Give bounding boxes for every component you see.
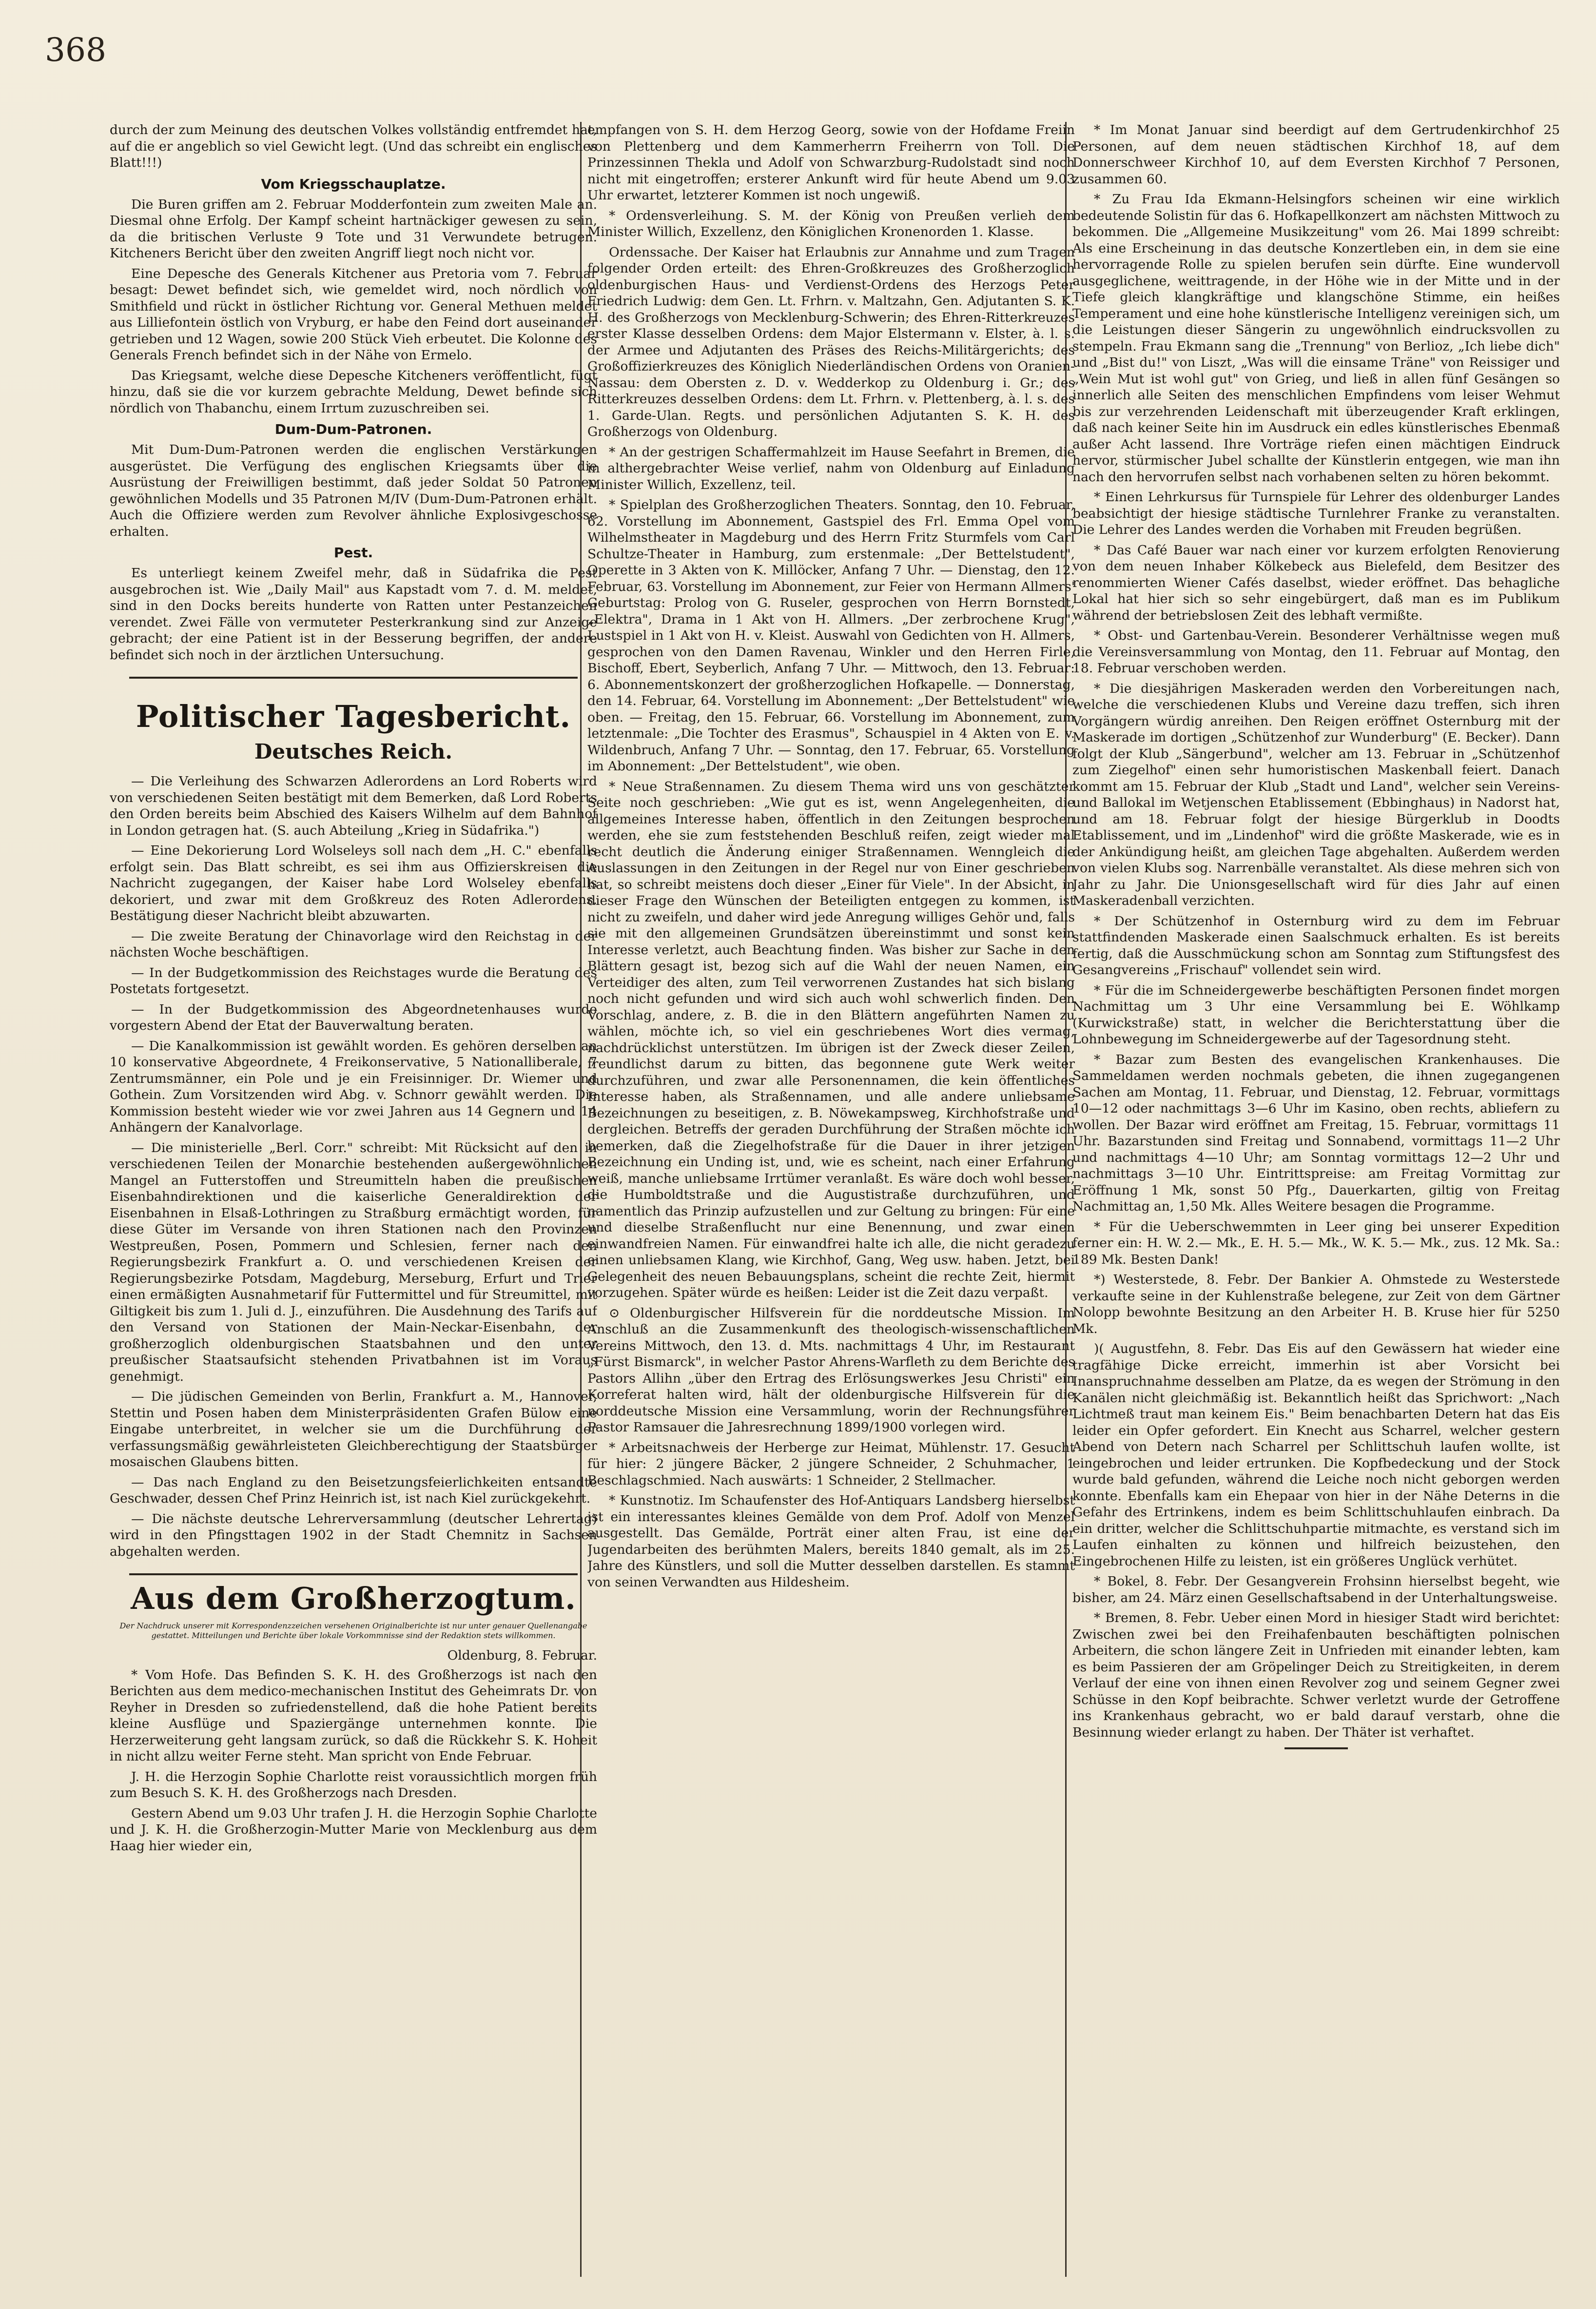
article-paragraph: * Arbeitsnachweis der Herberge zur Heimat, Mühlenstr. 17. Gesucht für hier: 2 jüngere Bäcker, 2 jüngere Schneider, 2 Schuhmacher, 1 Beschlagschmied. Nach auswärts: 1 Schneider, 2 Stellmacher. — [587, 1440, 1075, 1488]
column-left — [110, 122, 597, 2277]
article-paragraph: * Neue Straßennamen. Zu diesem Thema wird uns von geschätzter Seite noch geschrieben: „Wie gut es ist, wenn Angelegenheiten, die allgemeines Interesse haben, öffentlich in den Zeitungen besprochen werden, ehe sie zum feststehenden Beschluß reifen, zeigt wieder mal recht deutlich die Änderung einiger Straßennamen. Wenngleich die Auslassungen in den Zeitungen in der Regel nur von Einer geschrieben hat, so schreibt meistens doch dieser „Einer für Viele". In der Absicht, in dieser Frage den Wünschen der Beteiligten entgegen zu kommen, ist nicht zu zweifeln, und daher wird jede Anregung williges Gehör und, falls sie mit den allgemeinen Grundsätzen übereinstimmt und sonst kein Interesse verletzt, auch Beachtung finden. Was bisher zur Sache in den Blättern gesagt ist, bezog sich auf die Wahl der neuen Namen, ein Verteidiger des alten, zum Teil verworrenen Zustandes hat sich bislang noch nicht gefunden und wird sich auch wohl schwerlich finden. Den Vorschlag, andere, z. B. die in den Blättern angeführten Namen zu wählen, möchte ich, so viel ein geschriebenes Wort dies vermag, nachdrücklichst unterstützen. Im übrigen ist der Zweck dieser Zeilen, freundlichst darum zu bitten, das begonnene gute Werk weiter durchzuführen, und zwar alle Personennamen, die kein öffentliches Interesse haben, als Straßennamen, und alle andere unliebsame Bezeichnungen zu beseitigen, z. B. Nöwekampsweg, Kirchhofstraße und dergleichen. Betreffs der geraden Durchführung der Straßen möchte ich bemerken, daß die Ziegelhofstraße für die Dauer in ihrer jetzigen Bezeichnung ein Unding ist, und, wie es scheint, nach einer Erfahrung weiß, manche unliebsame Irrtümer veranlaßt. Es wäre doch wohl besser, die Humboldtstraße und die Augustistraße durchzuführen, und namentlich das Prinzip aufzustellen und zur Geltung zu bringen: Für eine und dieselbe Straßenflucht nur eine Benennung, und zwar einen einwandfreien Namen. Für einwandfrei halte ich alle, die nicht geradezu einen unliebsamen Klang, wie Kirchhof, Gang, Weg usw. haben. Jetzt, bei Gelegenheit des neuen Bebauungsplans, scheint die rechte Zeit, hiermit vorzugehen. Später würde es heißen: Leider ist die Zeit dazu verpaßt. — [587, 779, 1075, 1300]
column-middle — [587, 122, 1075, 2277]
section-title: Politischer Tagesbericht. — [136, 699, 571, 734]
section-heading: Vom Kriegsschauplatze. — [261, 176, 446, 192]
page-number: 368 — [45, 31, 106, 69]
column-right — [1072, 122, 1560, 2277]
article-paragraph: * Der Schützenhof in Osternburg wird zu dem im Februar stattfindenden Maskerade einen Saalschmuck erhalten. Es ist bereits fertig, daß die Ausschmückung schon am Sonntag zum Stiftungsfest des Gesangvereins „Frischauf" vollendet sein wird. — [1072, 913, 1560, 978]
article-paragraph: — Die nächste deutsche Lehrerversammlung (deutscher Lehrertag) wird in den Pfingsttagen 1902 in der Stadt Chemnitz in Sachsen abgehalten werden. — [110, 1511, 597, 1559]
article-paragraph: * Bokel, 8. Febr. Der Gesangverein Frohsinn hierselbst begeht, wie bisher, am 24. März einen Gesellschaftsabend in der Unterhaltungsweise. — [1072, 1574, 1560, 1605]
article-paragraph: * Ordensverleihung. S. M. der König von Preußen verlieh dem Minister Willich, Exzellenz, den Königlichen Kronenorden 1. Klasse. — [587, 208, 1075, 239]
article-paragraph: — Die Kanalkommission ist gewählt worden. Es gehören derselben an 10 konservative Abgeordnete, 4 Freikonservative, 5 Nationalliberale, 7 Zentrumsmänner, ein Pole und je ein Freisinniger. Dr. Wiemer und Gothein. Zum Vorsitzenden wird Abg. v. Schnorr gewählt werden. Die Kommission besteht wieder wie vor zwei Jahren aus 14 Gegnern und 14 Anhängern der Kanalvorlage. — [110, 1038, 597, 1135]
article-paragraph: — In der Budgetkommission des Reichstages wurde die Beratung des Postetats fortgesetzt. — [110, 965, 597, 997]
article-paragraph: — Die zweite Beratung der Chinavorlage wird den Reichstag in der nächsten Woche beschäftigen. — [110, 928, 597, 960]
reprint-note: Der Nachdruck unserer mit Korrespondenzzeichen versehenen Originalberichte ist nur unter genauer Quellenangabe gestattet. Mitteilungen und Berichte über lokale Vorkommnisse sind der Redaktion stets willkommen. — [119, 1621, 587, 1640]
article-paragraph: Es unterliegt keinem Zweifel mehr, daß in Südafrika die Pest ausgebrochen ist. Wie „Daily Mail" aus Kapstadt vom 7. d. M. meldet, sind in den Docks bereits hunderte von Ratten unter Pestanzeichen verendet. Zwei Fälle von vermuteter Pesterkrankung sind zur Anzeige gebracht; der eine Patient ist in der Besserung begriffen, der andere befindet sich noch in der ärztlichen Untersuchung. — [110, 566, 597, 663]
article-paragraph: * Für die Ueberschwemmten in Leer ging bei unserer Expedition ferner ein: H. W. 2.— Mk., E. H. 5.— Mk., W. K. 5.— Mk., zus. 12 Mk. Sa.: 189 Mk. Besten Dank! — [1072, 1219, 1560, 1267]
article-paragraph: * Bazar zum Besten des evangelischen Krankenhauses. Die Sammeldamen werden nochmals gebeten, die ihnen zugegangenen Sachen am Montag, 11. Februar, und Dienstag, 12. Februar, vormittags 10—12 oder nachmittags 3—6 Uhr im Kasino, oben rechts, abliefern zu wollen. Der Bazar wird eröffnet am Freitag, 15. Februar, vormittags 11 Uhr. Bazarstunden sind Freitag und Sonnabend, vormittags 11—2 Uhr und nachmittags 4—10 Uhr; am Sonntag vormittags 12—2 Uhr und nachmittags 3—10 Uhr. Eintrittspreise: am Freitag Vormittag zur Eröffnung 1 Mk, sonst 50 Pfg., Dauerkarten, giltig von Freitag Nachmittag an, 1,50 Mk. Alles Weitere besagen die Programme. — [1072, 1052, 1560, 1214]
article-paragraph: *) Westerstede, 8. Febr. Der Bankier A. Ohmstede zu Westerstede verkaufte seine in der Kuhlenstraße belegene, zur Zeit von dem Gärtner Nolopp bewohnte Besitzung an den Arbeiter H. B. Kruse hier für 5250 Mk. — [1072, 1272, 1560, 1336]
article-paragraph: empfangen von S. H. dem Herzog Georg, sowie von der Hofdame Freiin von Plettenberg und dem Kammerherrn Freiherrn von Toll. Die Prinzessinnen Thekla und Adolf von Schwarzburg-Rudolstadt sind noch nicht mit eingetroffen; ersterer Ankunft wird für heute Abend um 9.03 Uhr erwartet, letzterer Kommen ist noch ungewiß. — [587, 122, 1075, 203]
dateline: Oldenburg, 8. Februar. — [447, 1648, 597, 1663]
article-paragraph: Eine Depesche des Generals Kitchener aus Pretoria vom 7. Februar besagt: Dewet befindet sich, wie gemeldet wird, noch nördlich von Smithfield und rückt in östlicher Richtung vor. General Methuen meldet aus Lilliefontein östlich von Vryburg, er habe den Feind dort auseinander getrieben und 12 Wagen, sowie 200 Stück Vieh erbeutet. Die Kolonne des Generals French befindet sich in der Nähe von Ermelo. — [110, 266, 597, 363]
section-divider — [129, 1573, 578, 1575]
article-paragraph: * Einen Lehrkursus für Turnspiele für Lehrer des oldenburger Landes beabsichtigt der hiesige städtische Turnlehrer Franke zu veranstalten. Die Lehrer des Landes werden die Vorhaben mit Freuden begrüßen. — [1072, 489, 1560, 537]
article-paragraph: — Das nach England zu den Beisetzungsfeierlichkeiten entsandte Geschwader, dessen Chef Prinz Heinrich ist, ist nach Kiel zurückgekehrt. — [110, 1474, 597, 1506]
article-paragraph: J. H. die Herzogin Sophie Charlotte reist voraussichtlich morgen früh zum Besuch S. K. H. des Großherzogs nach Dresden. — [110, 1769, 597, 1800]
article-paragraph: — Die ministerielle „Berl. Corr." schreibt: Mit Rücksicht auf den in verschiedenen Teilen der Monarchie bestehenden außergewöhnlichen Mangel an Futterstoffen und Streumitteln haben die preußischen Eisenbahndirektionen und die kaiserliche Generaldirektion der Eisenbahnen in Elsaß-Lothringen zu Straßburg ermächtigt worden, für diese Güter im Versande von ihren Stationen nach den Provinzen Westpreußen, Posen, Pommern und Schlesien, ferner nach den Regierungsbezirk Frankfurt a. O. und verschiedenen Kreisen der Regierungsbezirke Potsdam, Magdeburg, Merseburg, Erfurt und Trier einen ermäßigten Ausnahmetarif für Futtermittel und für Streumittel, mit Giltigkeit bis zum 1. Juli d. J., einzuführen. Die Ausdehnung des Tarifs auf den Versand von Stationen der Main-Neckar-Eisenbahn, der großherzoglich oldenburgischen Staatsbahnen und den unter preußischer Staatsaufsicht stehenden Privatbahnen ist im Voraus genehmigt. — [110, 1140, 597, 1384]
article-paragraph: * Obst- und Gartenbau-Verein. Besonderer Verhältnisse wegen muß die Vereinsversammlung von Montag, den 11. Februar auf Montag, den 18. Februar verschoben werden. — [1072, 628, 1560, 676]
article-paragraph: Ordenssache. Der Kaiser hat Erlaubnis zur Annahme und zum Tragen folgender Orden erteilt: des Ehren-Großkreuzes des Großherzoglich oldenburgischen Haus- und Verdienst-Ordens des Herzogs Peter Friedrich Ludwig: dem Gen. Lt. Frhrn. v. Maltzahn, Gen. Adjutanten S. K. H. des Großherzogs von Mecklenburg-Schwerin; des Ehren-Ritterkreuzes erster Klasse desselben Ordens: dem Major Elstermann v. Elster, à. l. s. der Armee und Adjutanten des Präses des Reichs-Militärgerichts; des Großoffizierkreuzes des Königlich Niederländischen Ordens von Oranien-Nassau: dem Obersten z. D. v. Wedderkop zu Oldenburg i. Gr.; des Ritterkreuzes desselben Ordens: dem Lt. Frhrn. v. Plettenberg, à. l. s. des 1. Garde-Ulan. Regts. und persönlichen Adjutanten S. K. H. des Großherzogs von Oldenburg. — [587, 244, 1075, 439]
article-paragraph: * Bremen, 8. Febr. Ueber einen Mord in hiesiger Stadt wird berichtet: Zwischen zwei bei den Freihafenbauten beschäftigten polnischen Arbeitern, die schon längere Zeit in Unfrieden mit einander lebten, kam es beim Passieren der am Gröpelinger Deich zu Streitigkeiten, in derem Verlauf der eine von ihnen einen Revolver zog und seinem Gegner zwei Schüsse in den Kopf beibrachte. Schwer verletzt wurde der Getroffene ins Krankenhaus gebracht, wo er bald darauf verstarb, ohne die Besinnung wieder erlangt zu haben. Der Thäter ist verhaftet. — [1072, 1610, 1560, 1740]
section-heading: Dum-Dum-Patronen. — [274, 421, 432, 437]
article-paragraph: * Vom Hofe. Das Befinden S. K. H. des Großherzogs ist nach den Berichten aus dem medico-mechanischen Institut des Geheimrats Dr. von Reyher in Dresden so zufriedenstellend, daß die hohe Patient bereits kleine Ausflüge und Spaziergänge unternehmen konnte. Die Herzerweiterung geht langsam zurück, so daß die Rückkehr S. K. Hoheit in nicht allzu weiter Ferne steht. Man spricht von Ende Februar. — [110, 1667, 597, 1764]
article-paragraph: * Kunstnotiz. Im Schaufenster des Hof-Antiquars Landsberg hierselbst ist ein interessantes kleines Gemälde von dem Prof. Adolf von Menzel ausgestellt. Das Gemälde, Porträt einer alten Frau, ist eine der Jugendarbeiten des berühmten Malers, bereits 1840 gemalt, als im 25. Jahre des Künstlers, und soll die Mutter desselben darstellen. Es stammt von seinen Verwandten aus Hildesheim. — [587, 1493, 1075, 1590]
section-subtitle: Deutsches Reich. — [254, 740, 453, 763]
article-paragraph: * Das Café Bauer war nach einer vor kurzem erfolgten Renovierung von dem neuen Inhaber Kölkebeck aus Bielefeld, dem Besitzer des renommierten Wiener Cafés daselbst, wieder eröffnet. Das behagliche Lokal hat hier sich so sehr eingebürgert, daß man es im Publikum während der betriebslosen Zeit des lebhaft vermißte. — [1072, 542, 1560, 623]
section-heading: Pest. — [333, 545, 373, 561]
article-paragraph: durch der zum Meinung des deutschen Volkes vollständig entfremdet hat, auf die er angeblich so viel Gewicht legt. (Und das schreibt ein englisches Blatt!!!) — [110, 122, 597, 170]
article-paragraph: * Im Monat Januar sind beerdigt auf dem Gertrudenkirchhof 25 Personen, auf dem neuen städtischen Kirchhof 18, auf dem Donnerschweer Kirchhof 10, auf dem Eversten Kirchhof 7 Personen, zusammen 60. — [1072, 122, 1560, 187]
article-paragraph: * Die diesjährigen Maskeraden werden den Vorbereitungen nach, welche die verschiedenen Klubs und Vereine dazu treffen, sich ihren Vorgängern würdig anreihen. Den Reigen eröffnet Osternburg mit der Maskerade im dortigen „Schützenhof zur Wunderburg" (E. Becker). Dann folgt der Klub „Sängerbund", welcher am 13. Februar in „Schützenhof zum Ziegelhof" einen sehr humoristischen Maskenball feiert. Danach kommt am 15. Februar der Klub „Stadt und Land", welcher sein Vereins- und Ballokal im Wetjenschen Etablissement (Ebbinghaus) in Nadorst hat, und am 18. Februar folgt der hiesige Bürgerklub in Doodts Etablissement, und im „Lindenhof" wird die größte Maskerade, wie es in der Ankündigung heißt, am gleichen Tage abgehalten. Außerdem werden von vielen Klubs sog. Narrenbälle veranstaltet. Als diese mehren sich von Jahr zu Jahr. Die Unionsgesellschaft wird für dies Jahr auf einen Maskeradenball verzichten. — [1072, 681, 1560, 908]
article-paragraph: * An der gestrigen Schaffermahlzeit im Hause Seefahrt in Bremen, die in althergebrachter Weise verlief, nahm von Oldenburg auf Einladung Minister Willich, Exzellenz, teil. — [587, 444, 1075, 492]
article-paragraph: * Für die im Schneidergewerbe beschäftigten Personen findet morgen Nachmittag um 3 Uhr eine Versammlung bei E. Wöhlkamp (Kurwickstraße) statt, in welcher die Berichterstattung über die Lohnbewegung im Schneidergewerbe auf der Tagesordnung steht. — [1072, 982, 1560, 1047]
section-title: Aus dem Großherzogtum. — [131, 1581, 576, 1616]
section-divider — [129, 677, 578, 679]
article-paragraph: Das Kriegsamt, welche diese Depesche Kitcheners veröffentlicht, fügt hinzu, daß sie die vor kurzem gebrachte Meldung, Dewet befinde sich nördlich von Thabanchu, einem Irrtum zuzuschreiben sei. — [110, 368, 597, 416]
article-paragraph: ⊙ Oldenburgischer Hilfsverein für die norddeutsche Mission. Im Anschluß an die Zusammenkunft des theologisch-wissenschaftlichen Vereins Mittwoch, den 13. d. Mts. nachmittags 4 Uhr, im Restaurant „Fürst Bismarck", in welcher Pastor Ahrens-Warfleth zu dem Berichte des Pastors Allihn „über den Ertrag des Erlösungswerkes Jesu Christi" ein Korreferat halten wird, hält der oldenburgische Hilfsverein für die norddeutsche Mission eine Versammlung, worin der Rechnungsführer Pastor Ramsauer die Jahresrechnung 1899/1900 vorlegen wird. — [587, 1305, 1075, 1435]
article-paragraph: Die Buren griffen am 2. Februar Modderfontein zum zweiten Male an. Diesmal ohne Erfolg. Der Kampf scheint hartnäckiger gewesen zu sein, da die britischen Verluste 9 Tote und 31 Verwundete betrugen. Kitcheners Bericht über den zweiten Angriff liegt noch nicht vor. — [110, 196, 597, 261]
article-paragraph: — Die Verleihung des Schwarzen Adlerordens an Lord Roberts wird von verschiedenen Seiten bestätigt mit dem Bemerken, daß Lord Roberts den Orden bereits beim Abschied des Kaisers Wilhelm auf dem Bahnhof in London getragen hat. (S. auch Abteilung „Krieg in Südafrika.") — [110, 774, 597, 838]
article-end-rule — [1285, 1747, 1348, 1749]
article-paragraph: Mit Dum-Dum-Patronen werden die englischen Verstärkungen ausgerüstet. Die Verfügung des englischen Kriegsamts über die Ausrüstung der Freiwilligen bestimmt, daß jeder Soldat 50 Patronen gewöhnlichen Modells und 35 Patronen M/IV (Dum-Dum-Patronen erhält. Auch die Offiziere werden zum Revolver ähnliche Explosivgeschosse erhalten. — [110, 442, 597, 539]
article-paragraph: * Zu Frau Ida Ekmann-Helsingfors scheinen wir eine wirklich bedeutende Solistin für das 6. Hofkapellkonzert am nächsten Mittwoch zu bekommen. Die „Allgemeine Musikzeitung" vom 26. Mai 1899 schreibt: Als eine Erscheinung in das deutsche Konzertleben ein, in dem sie eine hervorragende Rolle zu spielen berufen sein dürfte. Eine wundervoll ausgeglichene, weittragende, in der Höhe wie in der Mitte und in der Tiefe gleich klangkräftige und klangschöne Stimme, ein heißes Temperament und eine hohe künstlerische Intelligenz vereinigen sich, um die Leistungen dieser Sängerin zu ungewöhnlich eindrucksvollen zu stempeln. Frau Ekmann sang die „Trennung" von Berlioz, „Ich liebe dich" und „Bist du!" von Liszt, „Was will die einsame Träne" von Reissiger und „Wein Mut ist wohl gut" von Grieg, und ließ in allen fünf Gesängen so innerlich alle Seiten des menschlichen Empfindens vom leiser Wehmut bis zur verzehrenden Leidenschaft mit überzeugender Kraft erklingen, daß nach keiner Seite hin im Ausdruck ein edles künstlerisches Ebenmaß außer Acht lassend. Ihre Vorträge riefen einen mächtigen Eindruck hervor, stürmischer Jubel schallte der Künstlerin entgegen, wie man ihn nach den hervorrufen selbst nach vorhabenen selten zu hören bekommt. — [1072, 192, 1560, 485]
article-paragraph: — Die jüdischen Gemeinden von Berlin, Frankfurt a. M., Hannover, Stettin und Posen haben dem Ministerpräsidenten Grafen Bülow eine Eingabe unterbreitet, in welcher sie um die Durchführung der verfassungsmäßig gewährleisteten Gleichberechtigung der Staatsbürger mosaischen Glaubens bitten. — [110, 1389, 597, 1469]
article-paragraph: — Eine Dekorierung Lord Wolseleys soll nach dem „H. C." ebenfalls erfolgt sein. Das Blatt schreibt, es sei ihm aus Offizierskreisen die Nachricht zugegangen, der Kaiser habe Lord Wolseley ebenfalls dekoriert, und zwar mit dem Großkreuz des Roten Adlerordens. Bestätigung dieser Nachricht bleibt abzuwarten. — [110, 843, 597, 923]
article-paragraph: Gestern Abend um 9.03 Uhr trafen J. H. die Herzogin Sophie Charlotte und J. K. H. die Großherzogin-Mutter Marie von Mecklenburg aus dem Haag hier wieder ein, — [110, 1805, 597, 1854]
article-paragraph: * Spielplan des Großherzoglichen Theaters. Sonntag, den 10. Februar, 62. Vorstellung im Abonnement, Gastspiel des Frl. Emma Opel vom Wilhelmstheater in Magdeburg und des Herrn Fritz Sturmfels vom Carl Schultze-Theater in Hamburg, zum erstenmale: „Der Bettelstudent", Operette in 3 Akten von K. Millöcker, Anfang 7 Uhr. — Dienstag, den 12. Februar, 63. Vorstellung im Abonnement, zur Feier von Hermann Allmers' Geburtstag: Prolog von G. Ruseler, gesprochen von Herrn Bornstedt, „Elektra", Drama in 1 Akt von H. Allmers. „Der zerbrochene Krug", Lustspiel in 1 Akt von H. v. Kleist. Auswahl von Gedichten von H. Allmers, gesprochen von den Damen Ravenau, Winkler und den Herren Firle, Bischoff, Ebert, Seyberlich, Anfang 7 Uhr. — Mittwoch, den 13. Februar: 6. Abonnementskonzert der großherzoglichen Hofkapelle. — Donnerstag, den 14. Februar, 64. Vorstellung im Abonnement: „Der Bettelstudent" wie oben. — Freitag, den 15. Februar, 66. Vorstellung im Abonnement, zum letztenmale: „Die Tochter des Erasmus", Schauspiel in 4 Akten von E. v. Wildenbruch, Anfang 7 Uhr. — Sonntag, den 17. Februar, 65. Vorstellung im Abonnement: „Der Bettelstudent", wie oben. — [587, 497, 1075, 774]
article-paragraph: — In der Budgetkommission des Abgeordnetenhauses wurde vorgestern Abend der Etat der Bauverwaltung beraten. — [110, 1001, 597, 1033]
article-paragraph: )( Augustfehn, 8. Febr. Das Eis auf den Gewässern hat wieder eine tragfähige Dicke erreicht, immerhin ist aber Vorsicht bei Inanspruchnahme desselben am Platze, da es wegen der Strömung in den Kanälen nicht gleichmäßig ist. Bekanntlich heißt das Sprichwort: „Nach Lichtmeß traut man keinem Eis." Beim benachbarten Detern hat das Eis leider ein Opfer gefordert. Ein Knecht aus Scharrel, welcher gestern Abend von Detern nach Scharrel per Schlittschuh laufen wollte, ist eingebrochen und leider ertrunken. Die Kopfbedeckung und der Stock wurde bald gefunden, während die Leiche noch nicht geborgen werden konnte. Ebenfalls kam ein Ehepaar von hier in der Nähe Deterns in die Gefahr des Ertrinkens, indem es beim Schlittschuhlaufen einbrach. Da ein dritter, welcher die Schlittschuhpartie mitmachte, es verstand sich im Laufen einhalten zu können und hilfreich beizustehen, den Eingebrochenen Hilfe zu leisten, ist ein größeres Unglück verhütet. — [1072, 1341, 1560, 1569]
